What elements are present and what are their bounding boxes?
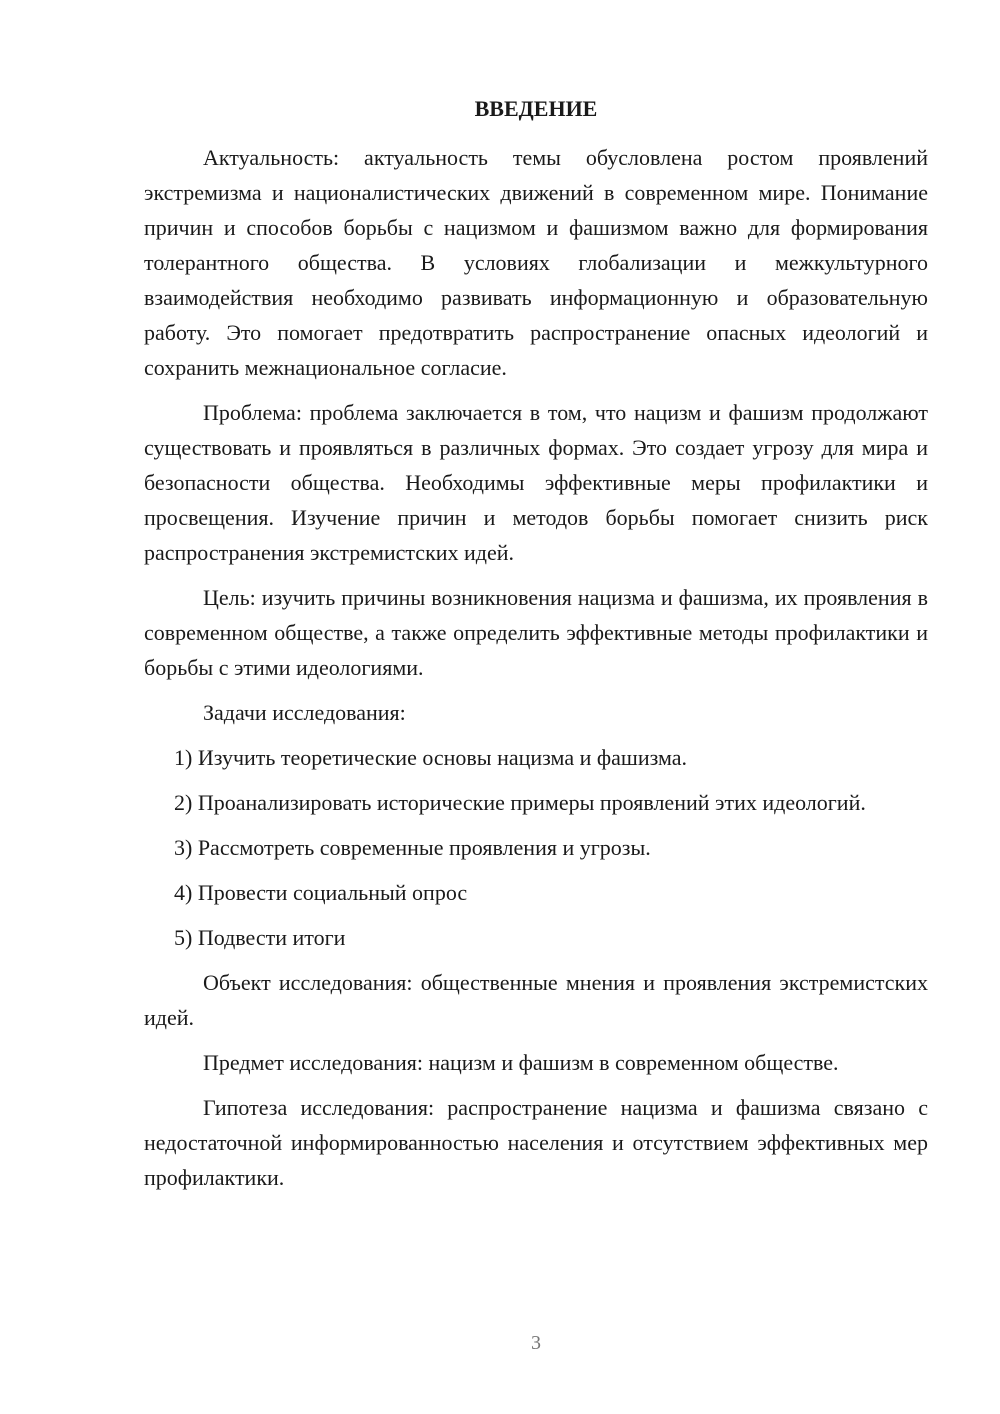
page-number: 3 — [531, 1332, 541, 1354]
task-item: 4) Провести социальный опрос — [174, 880, 468, 905]
tasks-list — [144, 740, 928, 955]
task-item: 2) Проанализировать исторические примеры проявлений этих идеологий. — [174, 790, 866, 815]
page-title: ВВЕДЕНИЕ — [474, 96, 598, 121]
problem-paragraph: Проблема: проблема заключается в том, что нацизм и фашизм продолжают существовать и проявляться в различных формах. Это создает угрозу для мира и безопасности общества. Необходимы эффективные меры профилактики и просвещения. Изучение причин и методов борьбы помогает снизить риск распространения экстремистских идей. — [144, 400, 928, 565]
subject-paragraph: Предмет исследования: нацизм и фашизм в современном обществе. — [203, 1050, 839, 1075]
goal-paragraph: Цель: изучить причины возникновения нацизма и фашизма, их проявления в современном обществе, а также определить эффективные методы профилактики и борьбы с этими идеологиями. — [144, 585, 928, 680]
tasks-heading: Задачи исследования: — [203, 700, 406, 725]
object-paragraph: Объект исследования: общественные мнения и проявления экстремистских идей. — [144, 970, 928, 1030]
task-item: 1) Изучить теоретические основы нацизма и фашизма. — [174, 745, 688, 770]
task-item: 3) Рассмотреть современные проявления и угрозы. — [174, 835, 651, 860]
page-content — [144, 94, 928, 1205]
hypothesis-paragraph: Гипотеза исследования: распространение нацизма и фашизма связано с недостаточной информированностью населения и отсутствием эффективных мер профилактики. — [144, 1095, 928, 1190]
task-item: 5) Подвести итоги — [174, 925, 346, 950]
relevance-paragraph: Актуальность: актуальность темы обусловлена ростом проявлений экстремизма и националистических движений в современном мире. Понимание причин и способов борьбы с нацизмом и фашизмом важно для формирования толерантного общества. В условиях глобализации и межкультурного взаимодействия необходимо развивать информационную и образовательную работу. Это помогает предотвратить распространение опасных идеологий и сохранить межнациональное согласие. — [144, 145, 928, 380]
